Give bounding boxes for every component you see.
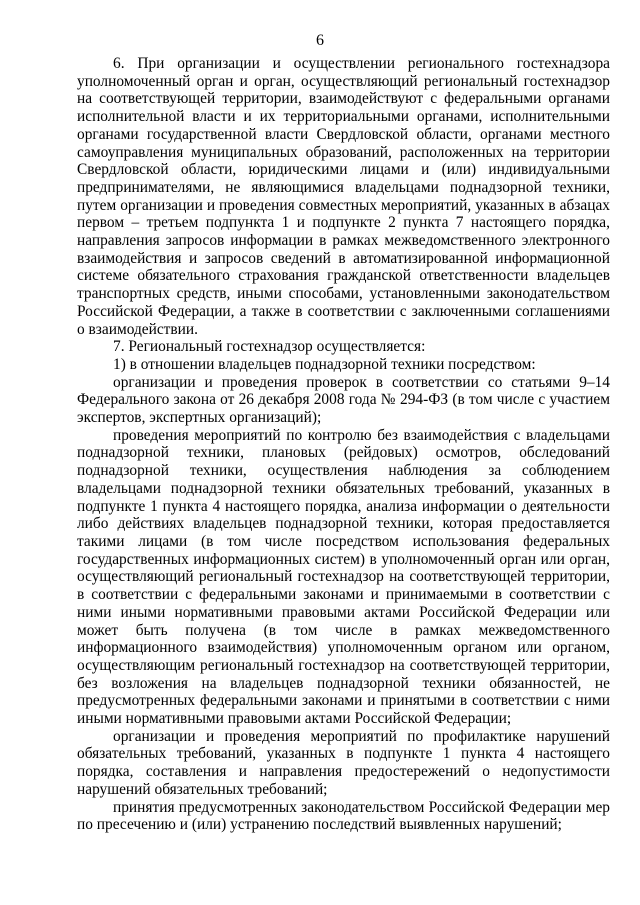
document-body [77,55,610,834]
paragraph-control-measures: проведения мероприятий по контролю без взаимодействия с владельцами поднадзорной техники, плановых (рейдовых) осмотров, обследований поднадзорной техники, осуществления наблюдения за соблюдением владельцами поднадзорной техники обязательных требований, указанных в подпункте 1 пункта 4 настоящего порядка, анализа информации о деятельности либо действиях владельцев поднадзорной техники, которая предоставляется такими лицами (в том числе посредством использования федеральных государственных информационных систем) в уполномоченный орган или орган, осуществляющий региональный гостехнадзор на соответствующей территории, в соответствии с федеральными законами и принимаемыми в соответствии с ними иными нормативными правовыми актами Российской Федерации или может быть получена (в том числе в рамках межведомственного информационного взаимодействия) уполномоченным органом или органом, осуществляющим региональный гостехнадзор на соответствующей территории, без возложения на владельцев поднадзорной техники обязанностей, не предусмотренных федеральными законами и принятыми в соответствии с ними иными нормативными правовыми актами Российской Федерации; [77,426,610,728]
paragraph-7-heading: 7. Региональный гостехнадзор осуществляется: [113,338,426,356]
page-number: 6 [316,32,324,49]
paragraph-7-1-intro: 1) в отношении владельцев поднадзорной техники посредством: [113,355,536,373]
paragraph-6-interaction: 6. При организации и осуществлении регионального гостехнадзора уполномоченный орган и орган, осуществляющий региональный гостехнадзор на соответствующей территории, взаимодействуют с федеральными органами исполнительной власти и их территориальными органами, исполнительными органами государственной власти Свердловской области, органами местного самоуправления муниципальных образований, расположенных на территории Свердловской области, юридическими лицами и (или) индивидуальными предпринимателями, не являющимися владельцами поднадзорной техники, путем организации и проведения совместных мероприятий, указанных в абзацах первом – третьем подпункта 1 и подпункте 2 пункта 7 настоящего порядка, направления запросов информации в рамках межведомственного электронного взаимодействия и запросов сведений в автоматизированной информационной системе обязательного страхования гражданской ответственности владельцев транспортных средств, иными способами, установленными законодательством Российской Федерации, а также в соответствии с заключенными соглашениями о взаимодействии. [77,55,610,338]
paragraph-inspections: организации и проведения проверок в соответствии со статьями 9–14 Федерального закона от 26 декабря 2008 года № 294-ФЗ (в том числе с участием экспертов, экспертных организаций); [77,373,610,427]
paragraph-prevention: организации и проведения мероприятий по профилактике нарушений обязательных требований, указанных в подпункте 1 пункта 4 настоящего порядка, составления и направления предостережений о недопустимости нарушений обязательных требований; [77,727,610,798]
paragraph-suppression-measures: принятия предусмотренных законодательством Российской Федерации мер по пресечению и (или) устранению последствий выявленных нарушений; [77,798,610,834]
